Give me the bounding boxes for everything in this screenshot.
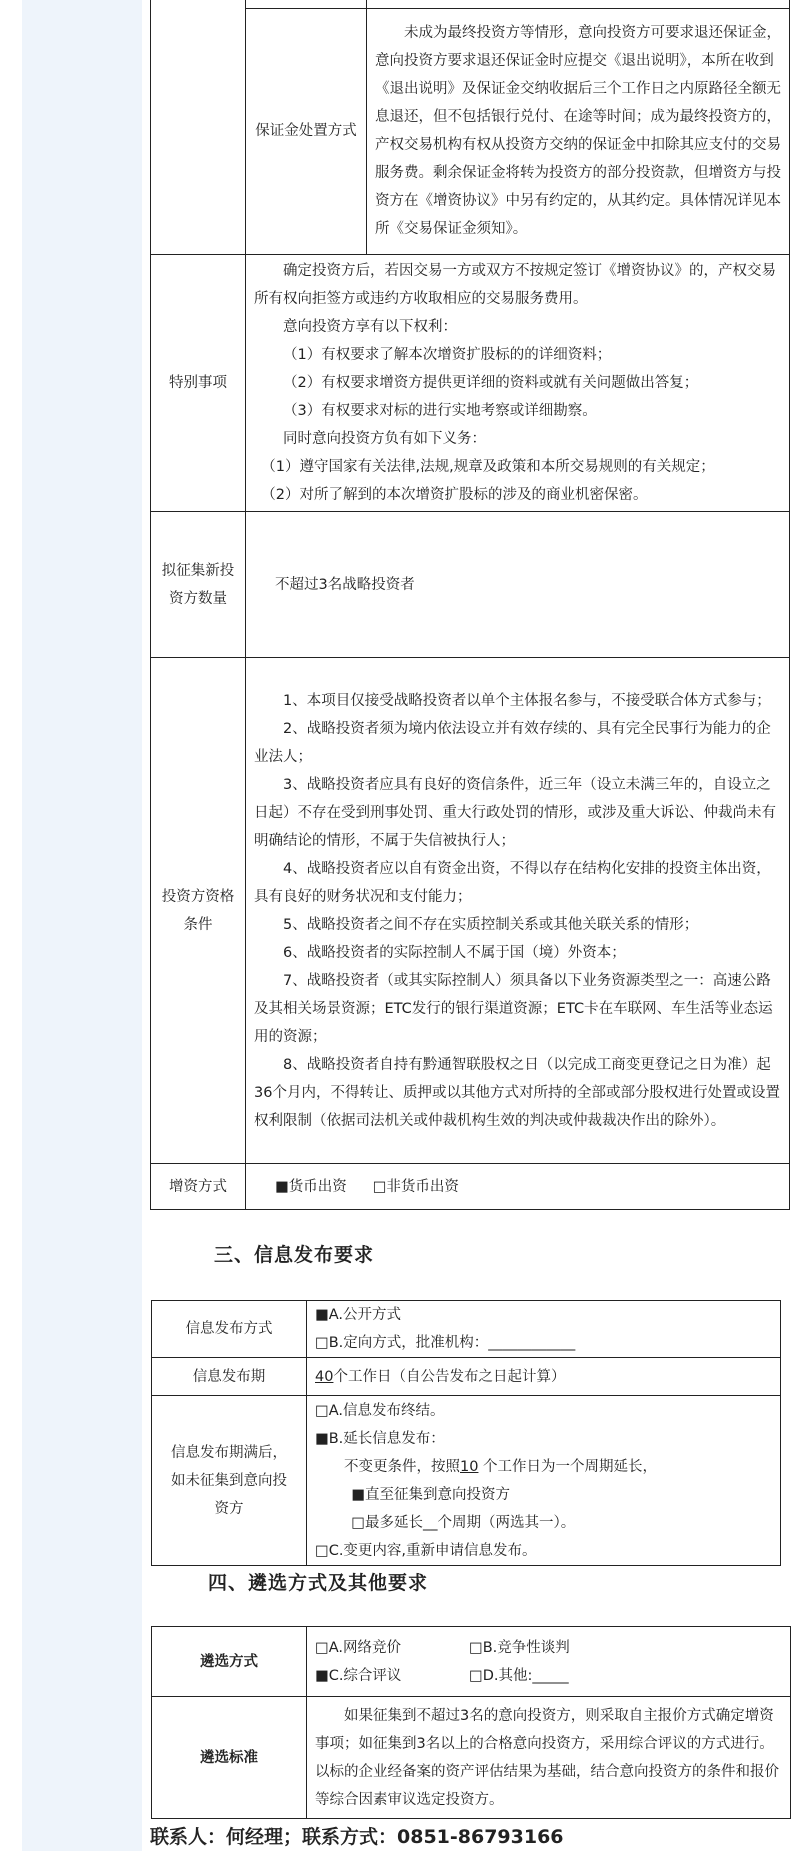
selection-standard-row: [152, 1697, 791, 1819]
selection-method-label: 遴选方式: [152, 1627, 307, 1697]
special-line-8: （2）对所了解到的本次增资扩股标的涉及的商业机密保密。: [261, 487, 648, 503]
period-row: [152, 1358, 781, 1396]
selection-standard-text: 如果征集到不超过3名的意向投资方，则采取自主报价方式确定增资事项；如征集到3名以上的合格意向投资方，采用综合评议的方式进行。以标的企业经备案的资产评估结果为基础，结合意向投资方的条件和报价等综合因素审议选定投资方。: [307, 1697, 791, 1819]
qualification-label: 投资方资格条件: [151, 658, 246, 1164]
section3-heading: 三、信息发布要求: [214, 1244, 375, 1266]
selection-table: [151, 1626, 791, 1819]
period-label: 信息发布期: [152, 1358, 307, 1396]
selection-option-a: □A.网络竞价: [315, 1639, 401, 1656]
method-option-noncash: □非货币出资: [372, 1178, 459, 1195]
section4-heading: 四、遴选方式及其他要求: [208, 1572, 429, 1594]
pub-method-row: [152, 1301, 781, 1358]
qual-item-3: 3、战略投资者应具有良好的资信条件，近三年（设立未满三年的，自设立之日起）不存在受到刑事处罚、重大行政处罚的情形，或涉及重大诉讼、仲裁尚未有明确结论的情形，不属于失信被执行人；: [254, 776, 776, 849]
selection-method-row: [152, 1627, 791, 1697]
qual-item-5: 5、战略投资者之间不存在实质控制关系或其他关联关系的情形；: [283, 916, 699, 933]
expire-b1-num: 10: [460, 1458, 479, 1475]
pub-method-b: □B.定向方式，批准机构：____________: [315, 1335, 576, 1351]
method-row: [151, 1164, 790, 1210]
expire-option-b3: □最多延长__个周期（两选其一）。: [351, 1514, 576, 1531]
expire-option-b2: ■直至征集到意向投资方: [351, 1486, 510, 1503]
expire-row: [152, 1396, 781, 1566]
expire-label: 信息发布期满后，如未征集到意向投资方: [152, 1396, 307, 1566]
selection-option-d: □D.其他:_____: [469, 1667, 569, 1684]
pub-method-label: 信息发布方式: [152, 1301, 307, 1358]
qual-item-6: 6、战略投资者的实际控制人不属于国（境）外资本；: [283, 944, 626, 961]
left-margin-panel: [22, 0, 142, 1851]
count-text: 不超过3名战略投资者: [246, 512, 790, 658]
special-line-6: 同时意向投资方负有如下义务：: [283, 431, 486, 447]
deposit-text: 未成为最终投资方等情形，意向投资方可要求退还保证金，意向投资方要求退还保证金时应提交《退出说明》，本所在收到《退出说明》及保证金交纳收据后三个工作日之内原路径全额无息退还，但不包括银行兑付、在途等时间；成为最终投资方的，产权交易机构有权从投资方交纳的保证金中扣除其应支付的交易服务费。剩余保证金将转为投资方的部分投资款，但增资方与投资方在《增资协议》中另有约定的，从其约定。具体情况详见本所《交易保证金须知》。: [367, 8, 790, 254]
method-label: 增资方式: [151, 1164, 246, 1210]
expire-option-c: □C.变更内容,重新申请信息发布。: [315, 1542, 537, 1559]
info-publish-table: [151, 1300, 781, 1566]
count-label: 拟征集新投资方数量: [151, 512, 246, 658]
qual-item-1: 1、本项目仅接受战略投资者以单个主体报名参与，不接受联合体方式参与；: [283, 692, 771, 709]
qual-item-7: 7、战略投资者（或其实际控制人）须具备以下业务资源类型之一：高速公路及其相关场景资源；ETC发行的银行渠道资源；ETC卡在车联网、车生活等业态运用的资源；: [254, 972, 773, 1045]
special-line-4: （2）有权要求增资方提供更详细的资料或就有关问题做出答复；: [283, 375, 699, 391]
special-line-3: （1）有权要求了解本次增资扩股标的的详细资料；: [283, 347, 612, 363]
qual-item-4: 4、战略投资者应以自有资金出资，不得以存在结构化安排的投资主体出资，具有良好的财务状况和支付能力；: [254, 860, 771, 905]
expire-option-a: □A.信息发布终结。: [315, 1402, 445, 1419]
special-line-7: （1）遵守国家有关法律,法规,规章及政策和本所交易规则的有关规定；: [261, 459, 715, 475]
expire-b1-pre: 不变更条件，按照: [344, 1458, 460, 1475]
special-line-5: （3）有权要求对标的进行实地考察或详细勘察。: [283, 403, 597, 419]
selection-standard-label: 遴选标准: [152, 1697, 307, 1819]
count-row: [151, 512, 790, 658]
document-page: [150, 0, 790, 1851]
selection-option-c: ■C.综合评议: [315, 1667, 402, 1684]
special-line-2: 意向投资方享有以下权利：: [283, 319, 457, 335]
deposit-row: [151, 0, 790, 255]
qual-item-8: 8、战略投资者自持有黔通智联股权之日（以完成工商变更登记之日为准）起36个月内，不得转让、质押或以其他方式对所持的全部或部分股权进行处置或设置权利限制（依据司法机关或仲裁机构生效的判决或仲裁裁决作出的除外）。: [254, 1056, 780, 1129]
special-row: [151, 255, 790, 512]
expire-option-b: ■B.延长信息发布：: [315, 1430, 445, 1447]
special-line-1: 确定投资方后，若因交易一方或双方不按规定签订《增资协议》的，产权交易所有权向拒签方或违约方收取相应的交易服务费用。: [254, 263, 776, 307]
qual-item-2: 2、战略投资者须为境内依法设立并有效存续的、具有完全民事行为能力的企业法人；: [254, 720, 771, 765]
period-suffix: 个工作日（自公告发布之日起计算）: [333, 1368, 566, 1385]
special-label: 特别事项: [151, 255, 246, 512]
expire-option-b1: [315, 1453, 772, 1481]
investment-terms-table: [150, 0, 790, 1210]
selection-option-b: □B.竞争性谈判: [469, 1639, 570, 1656]
contact-line: 联系人：何经理；联系方式：0851-86793166: [150, 1826, 564, 1848]
deposit-inner-table: [246, 0, 789, 254]
pub-method-a: ■A.公开方式: [315, 1307, 401, 1323]
period-days: 40: [315, 1368, 334, 1385]
method-option-cash: ■货币出资: [275, 1178, 347, 1195]
deposit-row-spacer: [151, 0, 246, 255]
qualification-row: [151, 658, 790, 1164]
expire-b1-post: 个工作日为一个周期延长，: [478, 1458, 658, 1475]
deposit-label: 保证金处置方式: [246, 8, 367, 254]
